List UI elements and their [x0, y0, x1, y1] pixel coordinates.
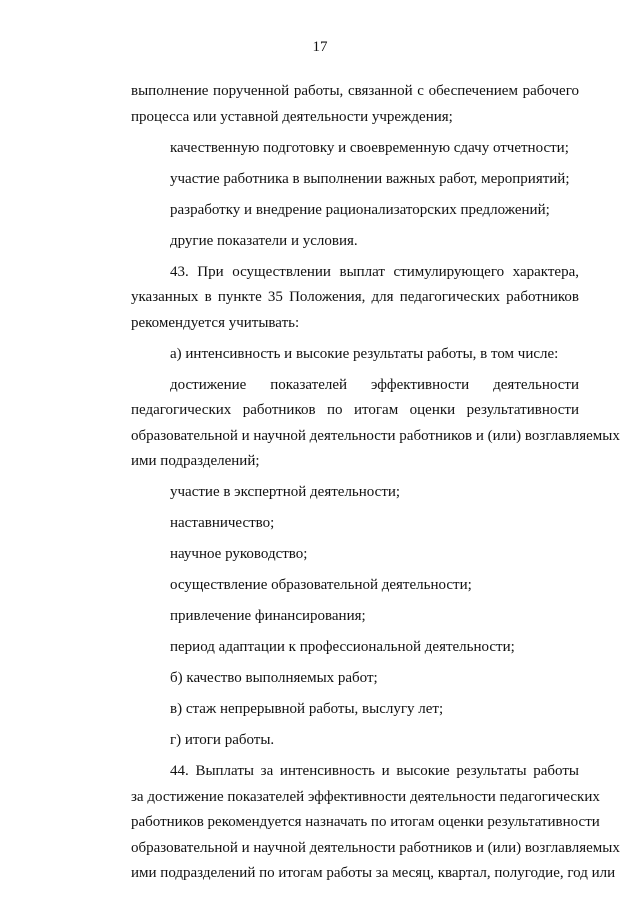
- paragraph-43: [92, 260, 579, 337]
- paragraph-item: [92, 198, 579, 224]
- text-line: привлечение финансирования;: [170, 608, 366, 624]
- paragraph-continuation: [92, 79, 579, 130]
- text-line: участие работника в выполнении важных работ, мероприятий;: [170, 170, 570, 187]
- paragraph-item: [92, 573, 579, 599]
- paragraph-item: [92, 604, 579, 630]
- paragraph-item: [92, 373, 620, 475]
- paragraph-item: [92, 167, 579, 193]
- paragraph-item: [92, 542, 579, 568]
- paragraph-item: [92, 511, 579, 537]
- text-line: работников рекомендуется назначать по итогам оценки результативности: [131, 814, 600, 830]
- text-line: за достижение показателей эффективности деятельности педагогических: [131, 788, 600, 805]
- paragraph-44: [92, 759, 620, 887]
- text-line: процесса или уставной деятельности учреждения;: [131, 108, 453, 125]
- text-line: научное руководство;: [170, 546, 308, 562]
- paragraph-item: [92, 136, 579, 162]
- paragraph-item: [92, 229, 579, 255]
- paragraph-item: [92, 635, 579, 661]
- text-line: образовательной и научной деятельности работников и (или) возглавляемых: [131, 839, 620, 856]
- text-line: достижение показателей эффективности деятельности: [170, 376, 579, 393]
- paragraph-item-a: [92, 342, 579, 368]
- paragraph-item: [92, 480, 579, 506]
- page-number: 17: [312, 39, 328, 55]
- text-line: а) интенсивность и высокие результаты работы, в том числе:: [170, 345, 559, 362]
- text-line: в) стаж непрерывной работы, выслугу лет;: [170, 701, 444, 717]
- text-line: осуществление образовательной деятельности;: [170, 577, 472, 593]
- text-line: качественную подготовку и своевременную сдачу отчетности;: [170, 139, 569, 156]
- text-line: участие в экспертной деятельности;: [170, 484, 401, 500]
- text-line: б) качество выполняемых работ;: [170, 670, 378, 686]
- text-line: разработку и внедрение рационализаторских предложений;: [170, 201, 550, 218]
- text-line: выполнение порученной работы, связанной с обеспечением рабочего: [131, 83, 579, 99]
- text-line: период адаптации к профессиональной деятельности;: [170, 639, 515, 655]
- text-line: г) итоги работы.: [170, 732, 275, 748]
- paragraph-item-b: [92, 666, 579, 692]
- text-line: 44. Выплаты за интенсивность и высокие результаты работы: [170, 763, 579, 779]
- text-line: 43. При осуществлении выплат стимулирующего характера,: [170, 263, 579, 280]
- paragraph-item-v: [92, 697, 579, 723]
- text-line: ими подразделений;: [131, 453, 260, 469]
- text-line: наставничество;: [170, 515, 275, 531]
- text-line: указанных в пункте 35 Положения, для педагогических работников: [131, 289, 579, 305]
- text-line: другие показатели и условия.: [170, 232, 358, 249]
- document-body: [92, 79, 620, 887]
- text-line: ими подразделений по итогам работы за месяц, квартал, полугодие, год или: [131, 865, 616, 881]
- text-line: педагогических работников по итогам оценки результативности: [131, 402, 579, 418]
- text-line: образовательной и научной деятельности работников и (или) возглавляемых: [131, 427, 620, 444]
- text-line: рекомендуется учитывать:: [131, 314, 300, 331]
- paragraph-item-g: [92, 728, 579, 754]
